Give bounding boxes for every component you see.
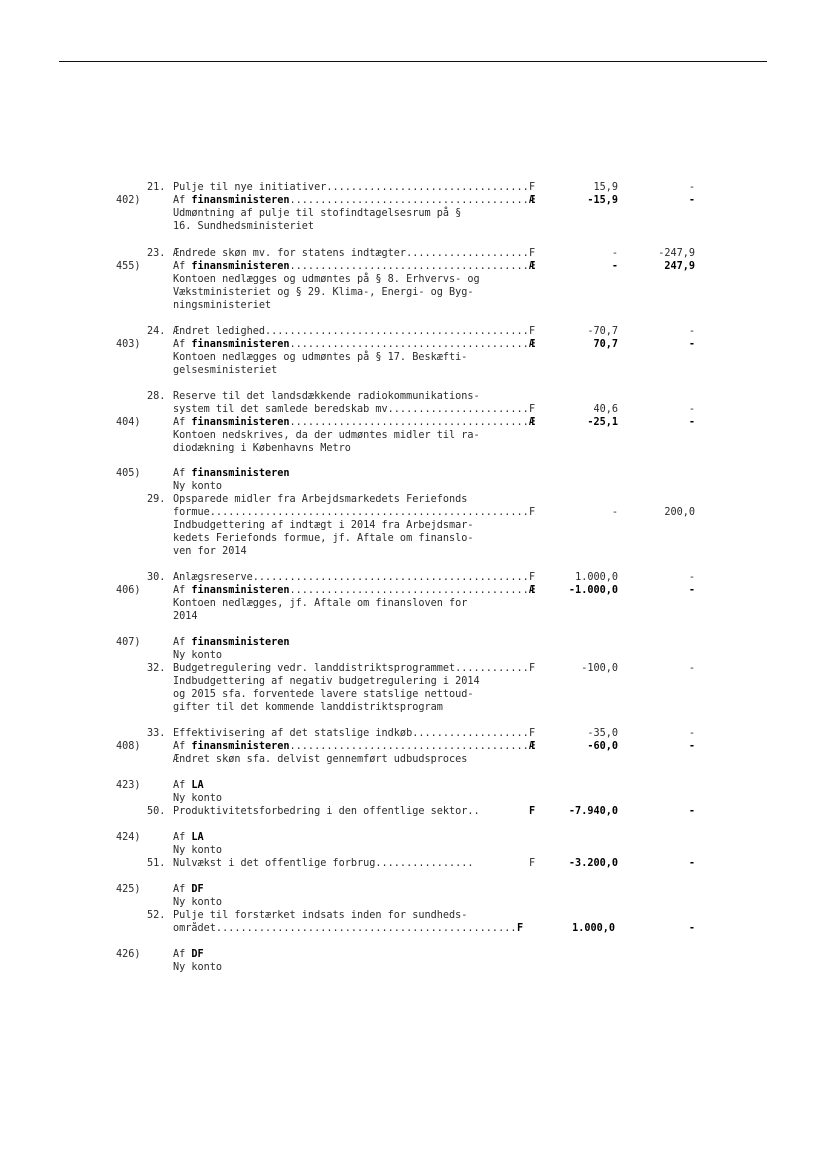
account-label: system til det samlede beredskab mv.	[173, 404, 394, 415]
entry-line	[0, 325, 827, 338]
amendment-ref: 408)	[116, 741, 141, 752]
amendment-line	[0, 740, 827, 753]
proposer: finansministeren	[191, 468, 290, 479]
entry-30	[0, 571, 827, 623]
entry-29	[0, 467, 827, 558]
account-label: Ændret ledighed	[173, 326, 266, 337]
proposer: LA	[191, 780, 204, 791]
amendment-ref: 455)	[116, 261, 141, 272]
proposer: finansministeren	[191, 195, 290, 206]
entry-24	[0, 325, 827, 377]
amendment-ref: 406)	[116, 585, 141, 596]
entry-426	[0, 948, 827, 974]
note-line: gelsesministeriet	[173, 365, 278, 376]
new-account-label: Ny konto	[173, 897, 223, 908]
new-account-label: Ny konto	[173, 793, 223, 804]
amendment-line	[0, 948, 827, 961]
entry-line	[0, 909, 827, 922]
entry-line	[0, 181, 827, 194]
account-label: Reserve til det landsdækkende radiokommunikations-	[173, 391, 480, 402]
account-number: 28.	[147, 391, 166, 402]
value-2015: -	[688, 404, 695, 415]
flag: Æ	[529, 195, 536, 206]
entry-32	[0, 636, 827, 714]
entry-21	[0, 181, 827, 233]
value-2014: -	[611, 507, 618, 518]
note-line: ningsministeriet	[173, 300, 272, 311]
account-label: formue	[173, 507, 210, 518]
account-number: 29.	[147, 494, 166, 505]
amendment-line	[0, 260, 827, 273]
value-2015: 247,9	[664, 261, 695, 272]
account-label: Pulje til nye initiativer	[173, 182, 327, 193]
account-number: 33.	[147, 728, 166, 739]
account-label: Ændrede skøn mv. for statens indtægter	[173, 248, 407, 259]
header-rule	[59, 61, 767, 62]
account-label: Nulvækst i det offentlige forbrug................	[173, 858, 474, 869]
amendment-prefix: Af	[173, 585, 192, 596]
flag: Æ	[529, 585, 536, 596]
account-number: 50.	[147, 806, 166, 817]
account-number: 23.	[147, 248, 166, 259]
amendment-line	[0, 416, 827, 429]
amendment-prefix: Af	[173, 195, 192, 206]
proposer: finansministeren	[191, 585, 290, 596]
amendment-line	[0, 831, 827, 844]
amendment-prefix: Af	[173, 884, 192, 895]
amendment-prefix: Af	[173, 780, 192, 791]
amendment-line	[0, 194, 827, 207]
proposer: finansministeren	[191, 261, 290, 272]
amendment-prefix: Af	[173, 637, 192, 648]
value-2014: -1.000,0	[568, 585, 618, 596]
note-line: diodækning i Københavns Metro	[173, 443, 351, 454]
note-line: og 2015 sfa. forventede lavere statslige nettoud-	[173, 689, 474, 700]
amendment-ref: 402)	[116, 195, 141, 206]
account-label: Anlægsreserve	[173, 572, 253, 583]
flag: Æ	[529, 417, 536, 428]
value-2014: -60,0	[587, 741, 618, 752]
new-account-label: Ny konto	[173, 962, 223, 973]
value-2015: -247,9	[658, 248, 695, 259]
flag: F	[529, 326, 536, 337]
note-line: Kontoen nedlægges og udmøntes på § 17. Beskæfti-	[173, 352, 468, 363]
entry-line	[0, 247, 827, 260]
amendment-ref: 425)	[116, 884, 141, 895]
note-line: Indbudgettering af negativ budgetregulering i 2014	[173, 676, 480, 687]
entry-line	[0, 662, 827, 675]
account-number: 21.	[147, 182, 166, 193]
note-line: ven for 2014	[173, 546, 247, 557]
entry-23	[0, 247, 827, 312]
value-2015: -	[688, 339, 695, 350]
proposer: finansministeren	[191, 417, 290, 428]
account-number: 52.	[147, 910, 166, 921]
amendment-ref: 426)	[116, 949, 141, 960]
value-2014: -3.200,0	[568, 858, 618, 869]
proposer: DF	[191, 949, 204, 960]
value-2015: 200,0	[664, 507, 695, 518]
account-number: 30.	[147, 572, 166, 583]
entry-line	[0, 403, 827, 416]
value-2014: -70,7	[587, 326, 618, 337]
note-line: Indbudgettering af indtægt i 2014 fra Arbejdsmar-	[173, 520, 474, 531]
value-2014: -35,0	[587, 728, 618, 739]
value-2014: 15,9	[593, 182, 618, 193]
flag: F	[529, 806, 536, 817]
proposer: LA	[191, 832, 204, 843]
flag: Æ	[529, 339, 536, 350]
proposer: finansministeren	[191, 339, 290, 350]
entry-line	[0, 506, 827, 519]
value-2015: -	[688, 728, 695, 739]
amendment-ref: 423)	[116, 780, 141, 791]
account-number: 24.	[147, 326, 166, 337]
amendment-prefix: Af	[173, 949, 192, 960]
entry-line	[0, 805, 827, 818]
value-2015: -	[688, 195, 695, 206]
new-account-label: Ny konto	[173, 481, 223, 492]
proposer: DF	[191, 884, 204, 895]
amendment-ref: 404)	[116, 417, 141, 428]
account-label: Produktivitetsforbedring i den offentlige sektor..	[173, 806, 480, 817]
amendment-ref: 407)	[116, 637, 141, 648]
value-2014: 40,6	[593, 404, 618, 415]
value-2014: 1.000,0	[572, 923, 615, 934]
value-2014: -25,1	[587, 417, 618, 428]
note-line: Ændret skøn sfa. delvist gennemført udbudsproces	[173, 754, 468, 765]
amendment-line	[0, 467, 827, 480]
note-line: gifter til det kommende landdistriktsprogram	[173, 702, 443, 713]
amendment-prefix: Af	[173, 832, 192, 843]
amendment-line	[0, 338, 827, 351]
flag: F	[529, 858, 536, 869]
value-2014: 1.000,0	[575, 572, 618, 583]
entry-line	[0, 857, 827, 870]
proposer: finansministeren	[191, 637, 290, 648]
account-number: 32.	[147, 663, 166, 674]
entry-51	[0, 831, 827, 870]
value-2015: -	[688, 806, 695, 817]
value-2014: 70,7	[593, 339, 618, 350]
account-label: Budgetregulering vedr. landdistriktsprogrammet	[173, 663, 456, 674]
value-2015: -	[688, 417, 695, 428]
entry-33	[0, 727, 827, 766]
flag: F	[529, 404, 536, 415]
account-number: 51.	[147, 858, 166, 869]
amendment-prefix: Af	[173, 339, 192, 350]
flag: F	[517, 923, 524, 934]
amendment-line	[0, 584, 827, 597]
value-2014: -100,0	[581, 663, 618, 674]
proposer: finansministeren	[191, 741, 290, 752]
value-2015: -	[688, 858, 695, 869]
account-label: Effektivisering af det statslige indkøb	[173, 728, 413, 739]
new-account-label: Ny konto	[173, 845, 223, 856]
flag: Æ	[529, 261, 536, 272]
note-line: Kontoen nedlægges og udmøntes på § 8. Erhvervs- og	[173, 274, 480, 285]
value-2014: -	[611, 261, 618, 272]
new-account-label: Ny konto	[173, 650, 223, 661]
amendment-line	[0, 883, 827, 896]
note-line: 2014	[173, 611, 198, 622]
value-2015: -	[688, 663, 695, 674]
amendment-prefix: Af	[173, 261, 192, 272]
flag: F	[529, 572, 536, 583]
value-2014: -7.940,0	[568, 806, 618, 817]
note-line: 16. Sundhedsministeriet	[173, 221, 315, 232]
value-2015: -	[688, 326, 695, 337]
value-2014: -	[611, 248, 618, 259]
value-2014: -15,9	[587, 195, 618, 206]
note-line: kedets Feriefonds formue, jf. Aftale om finanslo-	[173, 533, 474, 544]
account-label: området	[173, 923, 216, 934]
amendment-prefix: Af	[173, 741, 192, 752]
note-line: Kontoen nedskrives, da der udmøntes midler til ra-	[173, 430, 480, 441]
value-2015: -	[688, 741, 695, 752]
account-label: Pulje til forstærket indsats inden for sundheds-	[173, 910, 468, 921]
entry-52	[0, 883, 827, 935]
note-line: Vækstministeriet og § 29. Klima-, Energi- og Byg-	[173, 287, 474, 298]
amendment-line	[0, 779, 827, 792]
value-2015: -	[688, 923, 695, 934]
flag: F	[529, 507, 536, 518]
entry-line	[0, 571, 827, 584]
flag: F	[529, 728, 536, 739]
note-line: Kontoen nedlægges, jf. Aftale om finansloven for	[173, 598, 468, 609]
flag: F	[529, 248, 536, 259]
value-2015: -	[688, 572, 695, 583]
entry-line	[0, 727, 827, 740]
flag: F	[529, 182, 536, 193]
value-2015: -	[688, 182, 695, 193]
entry-line	[0, 390, 827, 403]
amendment-ref: 403)	[116, 339, 141, 350]
account-label: Opsparede midler fra Arbejdsmarkedets Feriefonds	[173, 494, 468, 505]
amendment-line	[0, 636, 827, 649]
amendment-prefix: Af	[173, 417, 192, 428]
flag: F	[529, 663, 536, 674]
entry-50	[0, 779, 827, 818]
entry-line	[0, 493, 827, 506]
flag: Æ	[529, 741, 536, 752]
amendment-prefix: Af	[173, 468, 192, 479]
value-2015: -	[688, 585, 695, 596]
entry-28	[0, 390, 827, 455]
entry-line	[0, 922, 827, 935]
amendment-ref: 405)	[116, 468, 141, 479]
note-line: Udmøntning af pulje til stofindtagelsesrum på §	[173, 208, 462, 219]
amendment-ref: 424)	[116, 832, 141, 843]
